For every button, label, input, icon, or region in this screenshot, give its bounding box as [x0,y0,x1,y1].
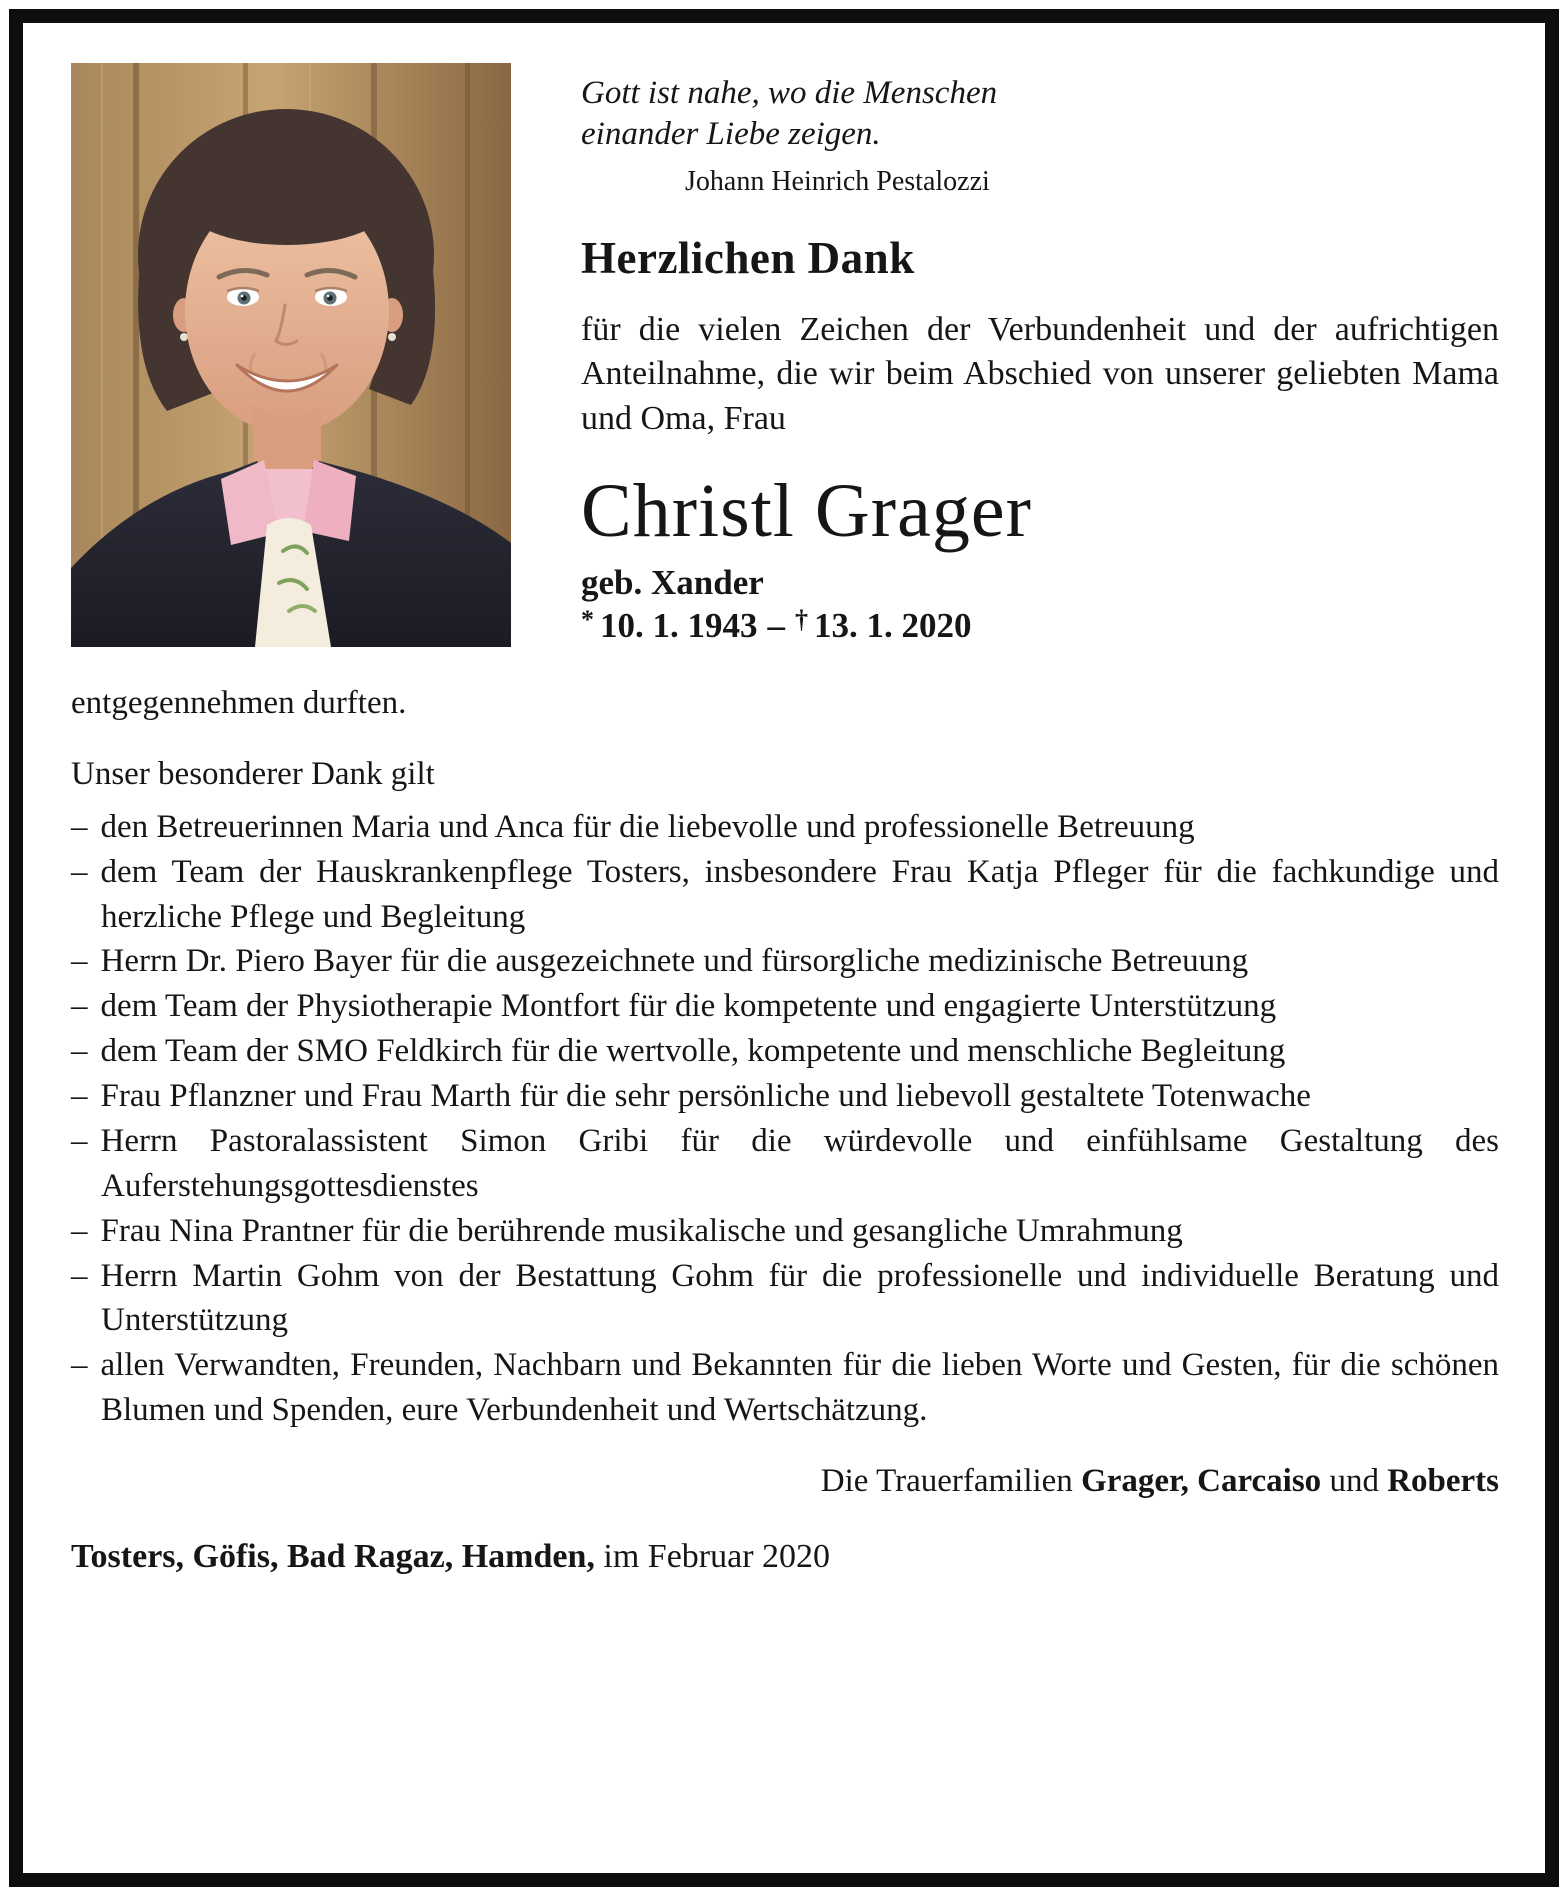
thanks-title: Herzlichen Dank [581,232,915,283]
thanks-list-item [71,850,1499,940]
black-border-frame [9,9,1559,1887]
list-dash: – [71,943,88,980]
thanks-list-item [71,805,1499,850]
list-dash: – [71,808,88,845]
thanks-item-text: dem Team der Hauskrankenpflege Tosters, insbesondere Frau Katja Pfleger für die fachkundige und herzliche Pflege und Begleitung [100,853,1499,935]
headline-column [581,63,1499,646]
thanks-item-text: allen Verwandten, Freunden, Nachbarn und Bekannten für die lieben Worte und Gesten, für die schönen Blumen und Spenden, eure Verbundenheit und Wertschätzung. [100,1347,1499,1429]
thanks-list-item [71,1074,1499,1119]
list-dash: – [71,988,88,1025]
opening-quote [581,73,1499,156]
death-date: 13. 1. 2020 [814,606,972,646]
mourning-families-line [71,1459,1499,1504]
thanks-list-item [71,1343,1499,1433]
quote-line-2: einander Liebe zeigen. [581,116,881,153]
thanks-item-text: dem Team der Physiotherapie Montfort für die kompetente und engagierte Unterstützung [100,988,1277,1025]
birth-date: 10. 1. 1943 [600,606,758,646]
top-section [71,63,1499,647]
thanks-list-item [71,1254,1499,1344]
thanks-item-text: Herrn Pastoralassistent Simon Gribi für die würdevolle und einfühlsame Gestaltung des Auferstehungsgottesdienstes [100,1122,1499,1204]
thanks-list-item [71,1029,1499,1074]
life-dates [581,605,1499,646]
list-dash: – [71,1212,88,1249]
sentence-continuation: entgegennehmen durften. [71,685,407,721]
thanks-item-text: dem Team der SMO Feldkirch für die wertvolle, kompetente und menschliche Begleitung [100,1033,1286,1070]
birth-star-symbol: * [581,605,594,635]
quote-line-1: Gott ist nahe, wo die Menschen [581,75,998,111]
families-names-2: Roberts [1387,1463,1499,1499]
portrait-photo-image [71,63,511,647]
list-dash: – [71,853,88,890]
list-dash: – [71,1122,88,1159]
thanks-item-text: den Betreuerinnen Maria und Anca für die liebevolle und professionelle Betreuung [100,808,1195,845]
deceased-name: Christl Grager [581,469,1032,554]
thanks-list-item [71,939,1499,984]
thanks-item-text: Frau Pflanzner und Frau Marth für die sehr persönliche und liebevoll gestaltete Totenwache [100,1078,1311,1114]
places: Tosters, Göfis, Bad Ragaz, Hamden, [71,1537,595,1575]
list-dash: – [71,1033,88,1070]
thanks-item-text: Herrn Dr. Piero Bayer für die ausgezeichnete und fürsorgliche medizinische Betreuung [100,943,1249,980]
thanks-intro-paragraph: für die vielen Zeichen der Verbundenheit und der aufrichtigen Anteilnahme, die wir beim Abschied von unserer geliebten Mama und Oma, Frau [581,310,1499,438]
portrait-photo [71,63,511,647]
thanks-list-item [71,1209,1499,1254]
thanks-list [71,805,1499,1433]
list-dash: – [71,1257,88,1294]
families-names-1: Grager, Carcaiso [1081,1463,1322,1499]
places-and-date-line [71,1534,1499,1580]
notice-date: im Februar 2020 [603,1537,831,1575]
thanks-list-item [71,984,1499,1029]
families-prefix: Die Trauerfamilien [820,1463,1073,1499]
death-cross-symbol: † [795,605,808,635]
quote-attribution: Johann Heinrich Pestalozzi [685,165,990,197]
dates-separator: – [767,606,785,646]
thanks-item-text: Herrn Martin Gohm von der Bestattung Gohm für die professionelle und individuelle Beratung und Unterstützung [100,1257,1499,1339]
main-text [71,681,1499,1580]
maiden-name: geb. Xander [581,563,764,603]
list-dash: – [71,1347,88,1384]
special-thanks-intro: Unser besonderer Dank gilt [71,755,435,792]
families-conjunction: und [1329,1463,1379,1499]
thanks-item-text: Frau Nina Prantner für die berührende musikalische und gesangliche Umrahmung [100,1212,1183,1249]
thanks-list-item [71,1119,1499,1209]
list-dash: – [71,1078,88,1114]
